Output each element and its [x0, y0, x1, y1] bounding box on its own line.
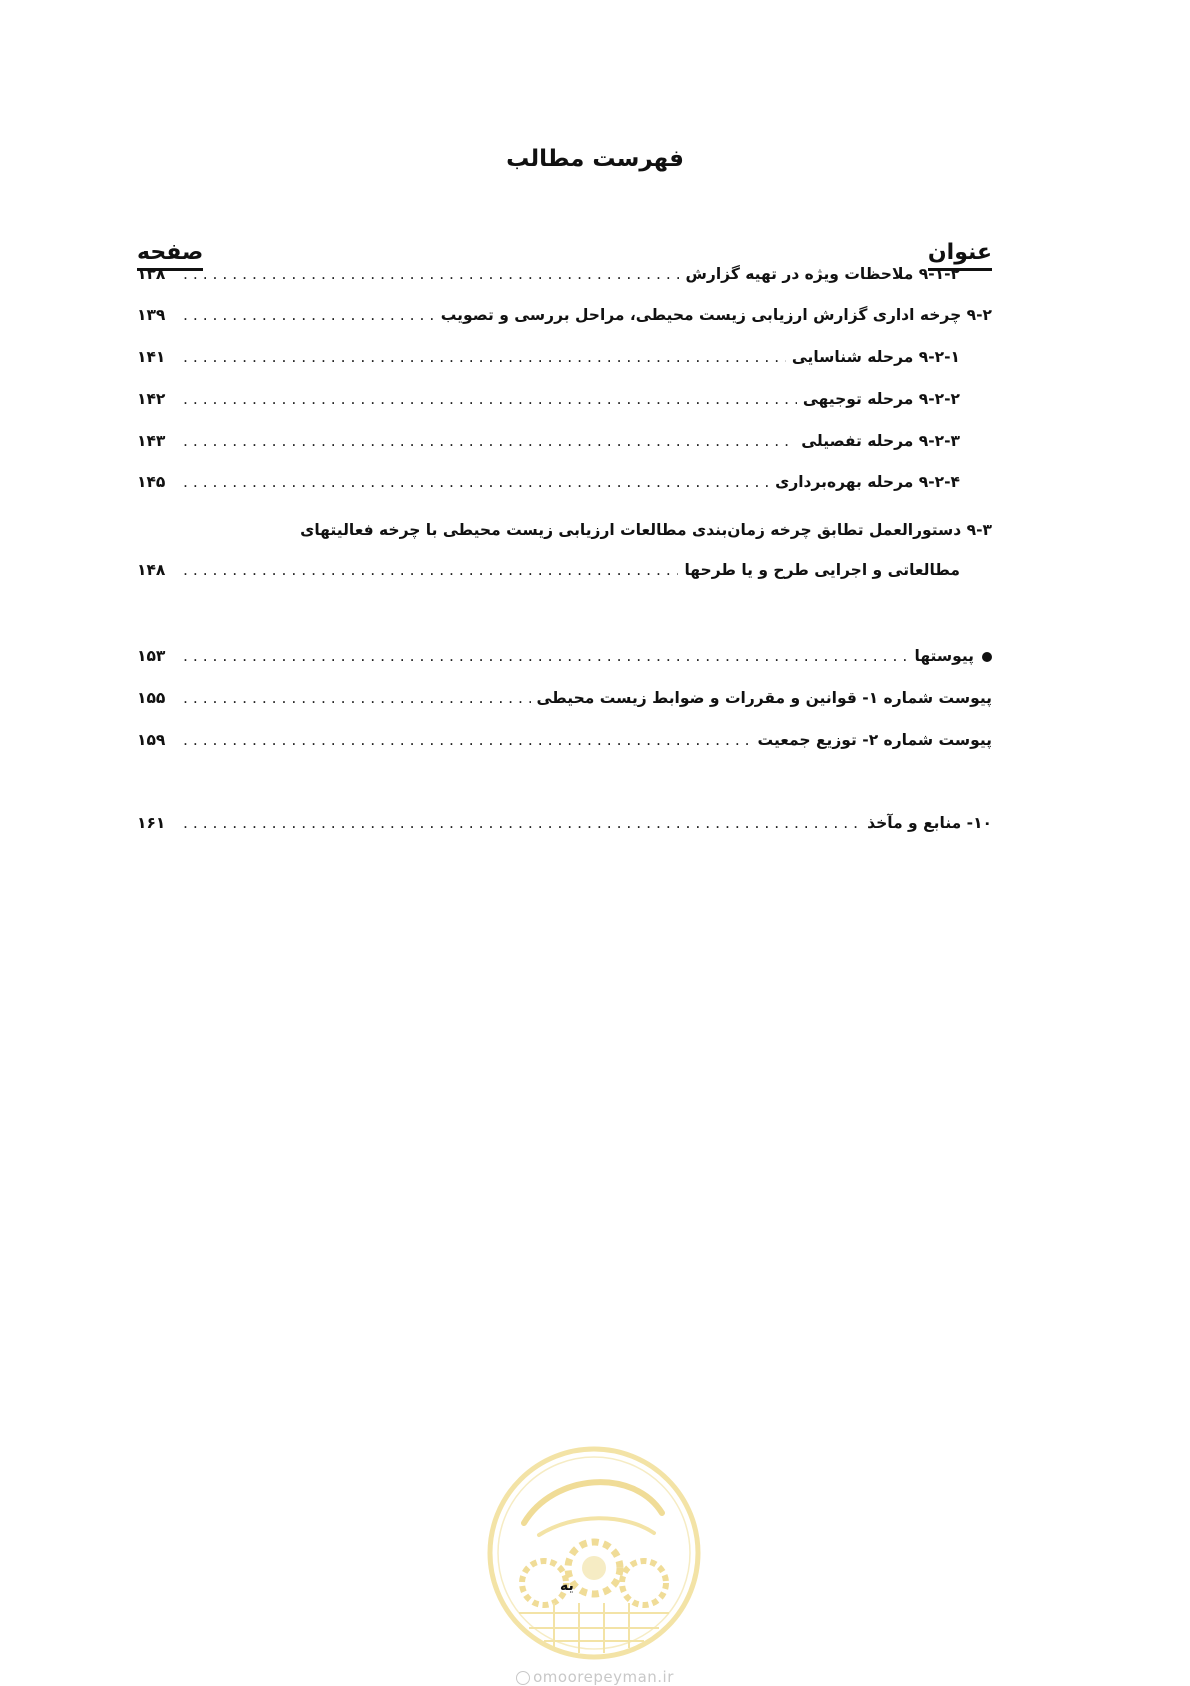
toc-page-number: ۱۳۸ [137, 265, 166, 283]
toc-page-number: ۱۴۳ [137, 432, 166, 450]
toc-entry-text: ۱۰- منابع و مآخذ [867, 814, 992, 832]
bullet-icon [982, 652, 992, 662]
toc-entry[interactable] [137, 265, 960, 305]
dot-leader [183, 647, 909, 665]
toc-entry-text: ۹-۲-۳ مرحله تفصیلی [801, 432, 960, 450]
toc-entry[interactable] [137, 814, 992, 854]
dot-leader [183, 348, 786, 366]
watermark-seal-icon [484, 1443, 704, 1663]
dot-leader [183, 432, 795, 450]
toc-entry[interactable] [137, 390, 960, 430]
page-title: فهرست مطالب [506, 146, 684, 172]
toc-page-number: ۱۵۹ [137, 731, 166, 749]
globe-icon [516, 1671, 530, 1685]
toc-page-number: ۱۴۲ [137, 390, 166, 408]
toc-entry[interactable] [137, 348, 960, 388]
column-header-title: عنوان [928, 240, 992, 271]
toc-entry[interactable] [137, 689, 992, 729]
dot-leader [183, 814, 861, 832]
toc-page-number: ۱۳۹ [137, 306, 166, 324]
dot-leader [183, 561, 678, 579]
dot-leader [183, 306, 435, 324]
toc-entry[interactable] [137, 432, 960, 472]
toc-entry-text: ۹-۲-۲ مرحله توجیهی [802, 390, 960, 408]
toc-entry[interactable] [137, 306, 992, 346]
toc-page-number: ۱۵۳ [137, 647, 166, 665]
toc-entry-label: پیوستها [914, 647, 974, 665]
toc-entry-text: ۹-۲ چرخه اداری گزارش ارزیابی زیست محیطی، مراحل بررسی و تصویب [440, 306, 992, 324]
toc-page-number: ۱۵۵ [137, 689, 166, 707]
toc-entry-text: پیوست شماره ۲- توزیع جمعیت [757, 731, 992, 749]
page-label: یه [560, 1578, 574, 1594]
toc-entry-text: پیوست شماره ۱- قوانین و مقررات و ضوابط زیست محیطی [536, 689, 992, 707]
website-text: omoorepeyman.ir [533, 1668, 674, 1686]
dot-leader [183, 689, 531, 707]
toc-entry[interactable] [137, 731, 992, 771]
toc-entry-text[interactable]: ۹-۳ دستورالعمل تطابق چرخه زمان‌بندی مطالعات ارزیابی زیست محیطی با چرخه فعالیتهای [300, 521, 992, 539]
toc-entry[interactable] [137, 561, 960, 601]
column-header-page: صفحه [137, 240, 203, 271]
toc-entry-text: ۹-۲-۴ مرحله بهره‌برداری [775, 473, 960, 491]
toc-entry-text: مطالعاتی و اجرایی طرح و یا طرحها [684, 561, 960, 579]
toc-page-number: ۱۶۱ [137, 814, 166, 832]
dot-leader [183, 390, 797, 408]
toc-page-number: ۱۴۸ [137, 561, 166, 579]
toc-entry[interactable] [137, 647, 992, 687]
dot-leader [183, 265, 680, 283]
toc-page-number: ۱۴۵ [137, 473, 166, 491]
dot-leader [183, 473, 769, 491]
website-footer [0, 1668, 1190, 1686]
toc-page-number: ۱۴۱ [137, 348, 166, 366]
dot-leader [183, 731, 752, 749]
toc-entry-text [915, 647, 993, 665]
toc-entry-text: ۹-۲-۱ مرحله شناسایی [791, 348, 960, 366]
toc-entry[interactable] [137, 473, 960, 513]
toc-entry-text: ۹-۱-۲ ملاحظات ویژه در تهیه گزارش [685, 265, 960, 283]
